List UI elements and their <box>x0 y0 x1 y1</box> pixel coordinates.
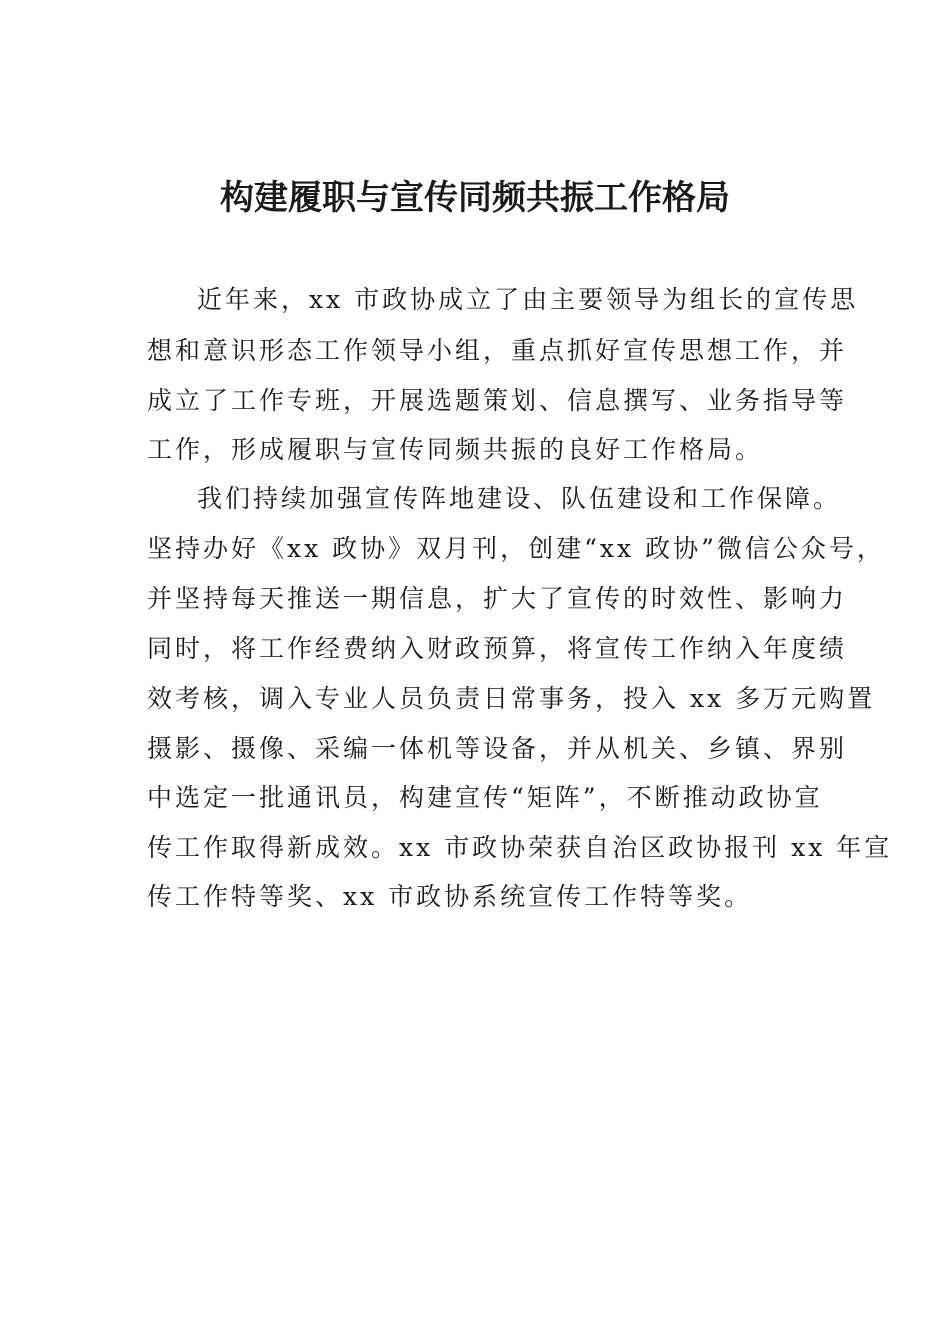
paragraph-line: 工作，形成履职与宣传同频共振的良好工作格局。 <box>147 435 764 464</box>
paragraph-line: 效考核，调入专业人员负责日常事务，投入 xx 多万元购置 <box>147 684 876 713</box>
paragraph-line: 近年来，xx 市政协成立了由主要领导为组长的宣传思 <box>197 285 859 314</box>
paragraph-line: 摄影、摄像、采编一体机等设备，并从机关、乡镇、界别 <box>147 734 848 763</box>
document-title: 构建履职与宣传同频共振工作格局 <box>220 178 730 218</box>
paragraph-line: 成立了工作专班，开展选题策划、信息撰写、业务指导等 <box>147 386 848 415</box>
paragraph-line: 中选定一批通讯员，构建宣传“矩阵”，不断推动政协宣 <box>147 783 823 812</box>
paragraph-line: 传工作取得新成效。xx 市政协荣获自治区政协报刊 xx 年宣 <box>147 833 893 862</box>
paragraph-line: 坚持办好《xx 政协》双月刊，创建“xx 政协”微信公众号， <box>147 534 885 563</box>
paragraph-line: 并坚持每天推送一期信息，扩大了宣传的时效性、影响力 <box>147 584 848 613</box>
paragraph-line: 传工作特等奖、xx 市政协系统宣传工作特等奖。 <box>147 882 753 911</box>
paragraph-line: 想和意识形态工作领导小组，重点抓好宣传思想工作，并 <box>147 336 848 365</box>
paragraph-line: 同时，将工作经费纳入财政预算，将宣传工作纳入年度绩 <box>147 634 848 663</box>
paragraph-line: 我们持续加强宣传阵地建设、队伍建设和工作保障。 <box>197 484 842 513</box>
